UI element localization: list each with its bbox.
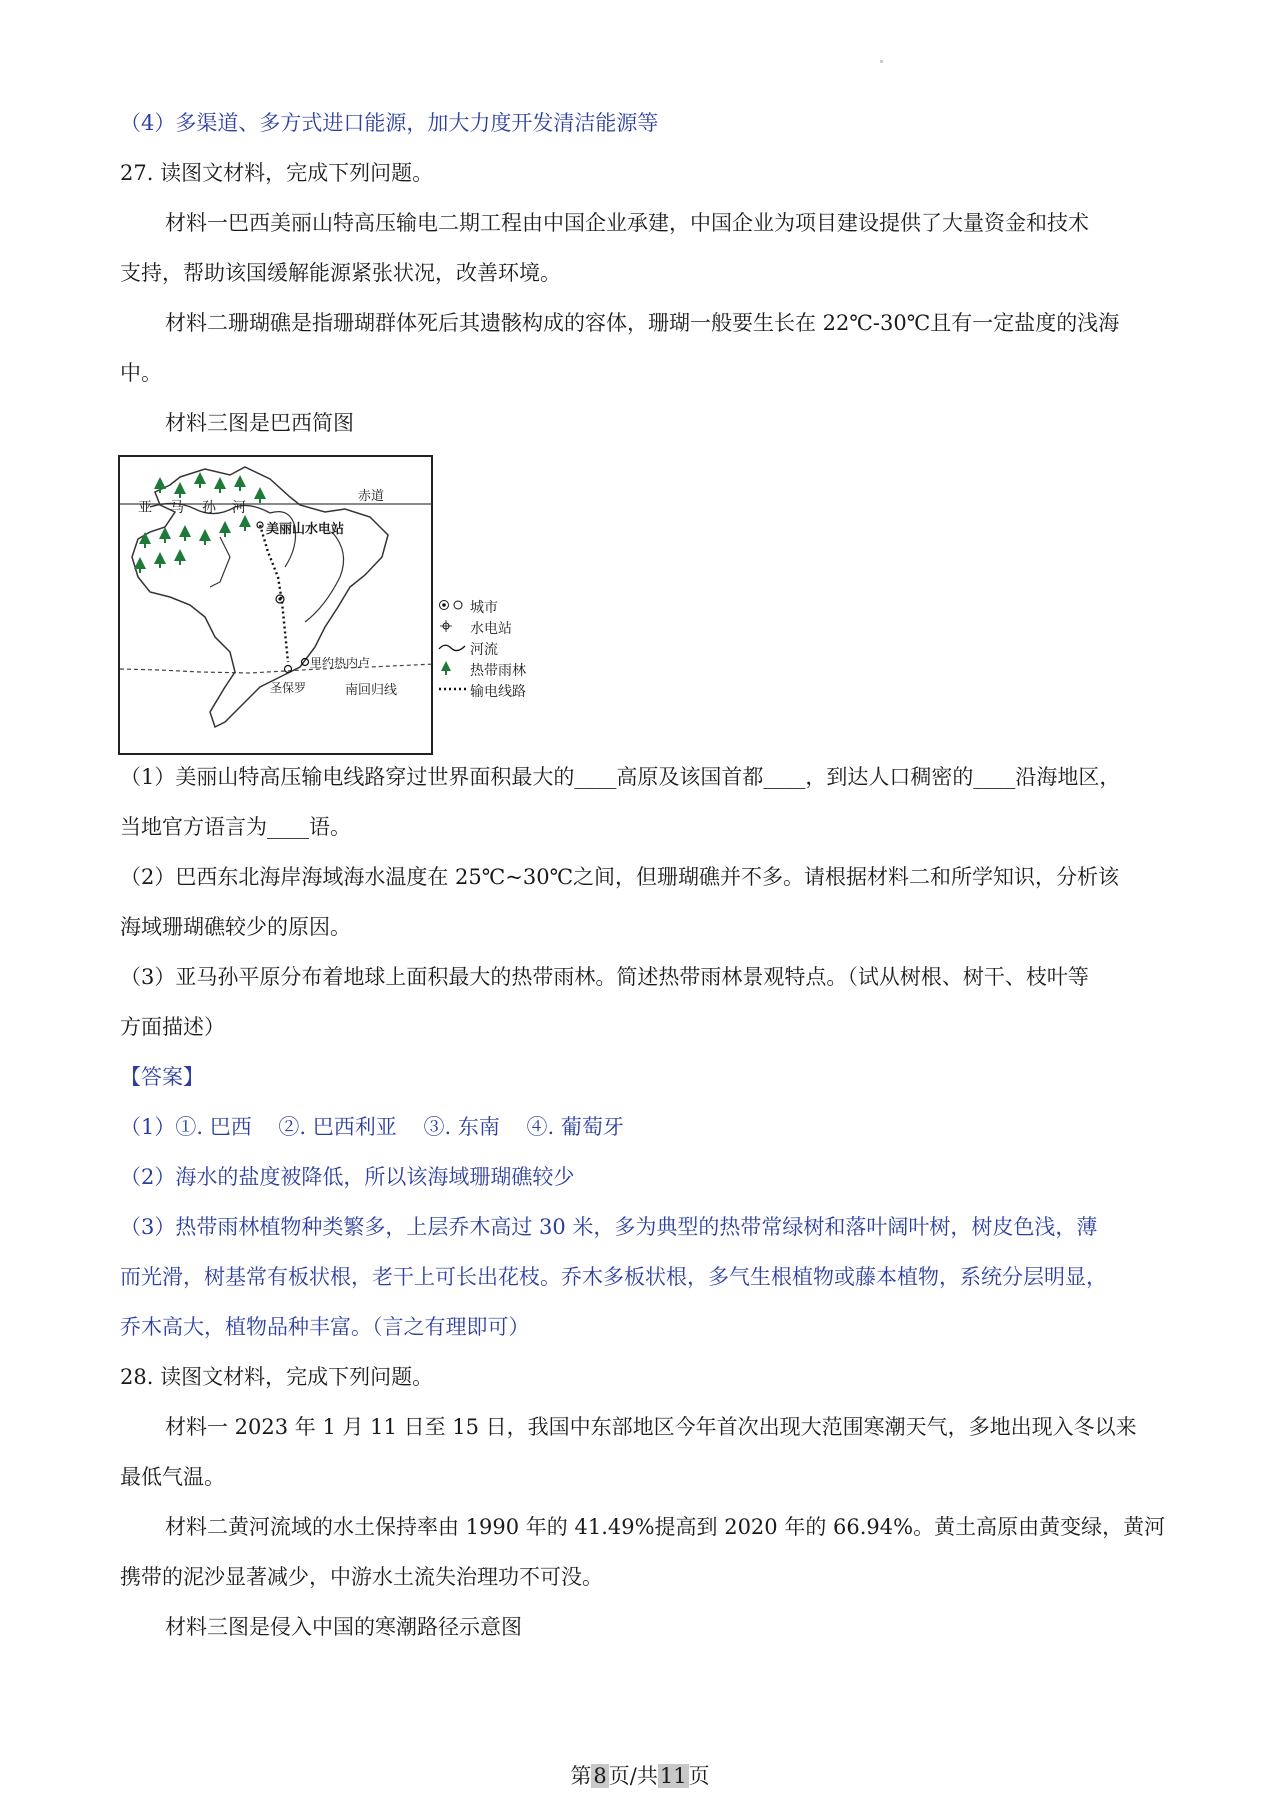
inner-border [210,537,230,587]
tropic-label: 南回归线 [345,683,398,698]
q28-material-2-line-2: 携带的泥沙显著减少，中游水土流失治理功不可没。 [120,1565,603,1589]
q28-material-2-line-1: 材料二黄河流域的水土保持率由 1990 年的 41.49%提高到 2020 年的 66.94%。黄土高原由黄变绿，黄河 [165,1515,1166,1539]
q28-material-3-caption: 材料三图是侵入中国的寒潮路径示意图 [165,1615,522,1639]
answer-1: （1）①. 巴西 ②. 巴西利亚 ③. 东南 ④. 葡萄牙 [120,1115,624,1139]
q27-sub1-line-2: 当地官方语言为____语。 [120,815,351,839]
q27-sub3-line-1: （3）亚马孙平原分布着地球上面积最大的热带雨林。简述热带雨林景观特点。（试从树根、树干、枝叶等 [120,965,1089,989]
answer-2: （2）海水的盐度被降低，所以该海域珊瑚礁较少 [120,1165,575,1189]
legend-river: 河流 [438,640,578,661]
brazil-map-graphic [120,457,433,755]
answer-3-line-3: 乔木高大，植物品种丰富。（言之有理即可） [120,1315,530,1339]
station-icon [438,619,470,640]
q27-sub3-line-2: 方面描述） [120,1015,225,1039]
answer-3-line-1: （3）热带雨林植物种类繁多，上层乔木高过 30 米，多为典型的热带常绿树和落叶阔叶树，树皮色浅，薄 [120,1215,1098,1239]
material-1-line-1: 材料一巴西美丽山特高压输电二期工程由中国企业承建，中国企业为项目建设提供了大量资金和技术 [165,211,1089,235]
q28-material-1-line-2: 最低气温。 [120,1465,225,1489]
brazil-map [118,455,433,755]
station-label: 美丽山水电站 [266,522,345,537]
speck [880,60,883,63]
dotted-line-icon [438,682,470,703]
saopaulo-symbol [285,666,292,673]
material-2-line-2: 中。 [120,361,162,385]
q27-sub1-line-1: （1）美丽山特高压输电线路穿过世界面积最大的____高原及该国首都____，到达人口稠密的____沿海地区， [120,765,1121,789]
question-28: 28. 读图文材料，完成下列问题。 [120,1365,434,1389]
legend-line: 输电线路 [438,682,578,703]
answer-3-line-2: 而光滑，树基常有板状根，老干上可长出花枝。乔木多板状根，多气生根植物或藤本植物，系统分层明显， [120,1265,1107,1289]
saopaulo-label: 圣保罗 [270,681,307,695]
legend-forest: 热带雨林 [438,661,578,682]
river-char-2: 马 [170,500,184,516]
q27-sub2-line-1: （2）巴西东北海岸海域海水温度在 25℃~30℃之间，但珊瑚礁并不多。请根据材料二和所学知识，分析该 [120,865,1120,889]
river-char-4: 河 [232,500,246,516]
map-legend [438,598,578,718]
question-27: 27. 读图文材料，完成下列问题。 [120,161,434,185]
equator-label: 赤道 [358,489,385,504]
city-icon [438,598,470,619]
river-char-1: 亚 [138,500,152,516]
material-3-caption: 材料三图是巴西简图 [165,411,354,435]
material-1-line-2: 支持，帮助该国缓解能源紧张状况，改善环境。 [120,261,561,285]
answer-line-prev: （4）多渠道、多方式进口能源，加大力度开发清洁能源等 [120,111,659,135]
river-icon [438,640,470,661]
river-char-3: 孙 [202,500,216,516]
q28-material-1-line-1: 材料一 2023 年 1 月 11 日至 15 日，我国中东部地区今年首次出现大范围寒潮天气，多地出现入冬以来 [165,1415,1137,1439]
legend-city: 城市 [438,598,578,619]
rio-label: 里约热内卢 [310,656,371,670]
material-2-line-1: 材料二珊瑚礁是指珊瑚群体死后其遗骸构成的容体，珊瑚一般要生长在 22℃-30℃且有一定盐度的浅海 [165,311,1120,335]
page-footer: 第8页/共11页 [570,1764,710,1788]
current-page: 8 [593,1764,607,1788]
transmission-line [260,525,288,662]
total-pages: 11 [659,1764,687,1788]
q27-sub2-line-2: 海域珊瑚礁较少的原因。 [120,915,351,939]
tree-icon [438,660,470,683]
rainforest-trees [134,472,266,573]
answer-heading: 【答案】 [120,1065,204,1089]
tropic-line [120,664,433,673]
legend-station: 水电站 [438,619,578,640]
